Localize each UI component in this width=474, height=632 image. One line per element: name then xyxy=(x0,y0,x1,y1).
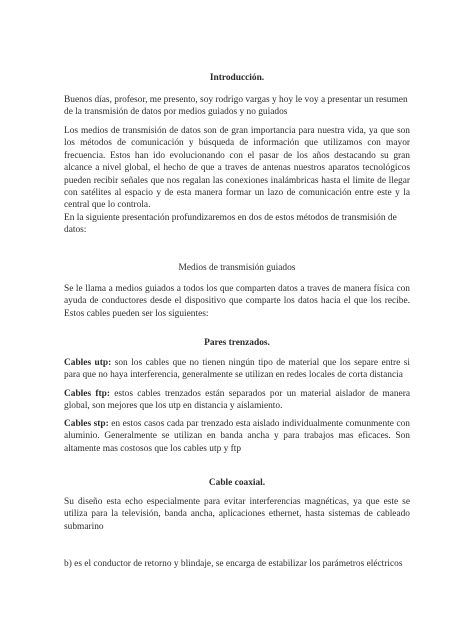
coax-heading: Cable coaxial. xyxy=(208,478,266,488)
intro-heading: Introducción. xyxy=(209,73,265,83)
stp-text: en estos casos cada par trenzado esta aislado individualmente comunmente con aluminio. Generalmente se utilizan en banda ancha y para trabajos mas eficaces. Son altamente mas costosos que los cables utp y ftp xyxy=(64,419,410,454)
guided-body: Se le llama a medios guiados a todos los que comparten datos a traves de manera física con ayuda de conductores desde el dispositivo que comparte los datos hacia el que los recibe. Estos cables pueden ser los siguientes: xyxy=(64,284,410,319)
intro-body: Los medios de transmisión de datos son de gran importancia para nuestra vida, ya que son los métodos de comunicación y búsqueda de información que utilizamos con mayor frecuencia. Estos han ido evolucionando con el pasar de los años destacando su gran alcance a nivel global, el hecho de que a traves de antenas nuestros aparatos tecnológicos pueden recibir señales que nos regalan las conexiones inalámbricas hasta el limite de llegar con satélites al espacio y de esta manera formar un lazo de comunicación entre este y la central que lo controla. xyxy=(64,126,410,211)
ftp-paragraph xyxy=(64,388,410,413)
intro-greeting: Buenos días, profesor, me presento, soy rodrigo vargas y hoy le voy a presentar un resumen de la transmisión de datos por medios guiados y no guiados xyxy=(64,95,408,118)
ftp-text: estos cables trenzados están separados por un material aislador de manera global, son mejores que los utp en distancia y aislamiento. xyxy=(64,389,411,412)
stp-paragraph xyxy=(64,418,410,455)
coax-note: b) es el conductor de retorno y blindaje, se encarga de estabilizar los parámetros eléctricos xyxy=(64,559,403,569)
utp-paragraph xyxy=(64,357,410,382)
utp-text: son los cables que no tienen ningún tipo de material que los separe entre si para que no haya interferencia, generalmente se utilizan en redes locales de corta distancia xyxy=(64,358,410,381)
guided-heading: Medios de transmisión guiados xyxy=(178,263,296,273)
coax-body: Su diseño esta echo especialmente para evitar interferencias magnéticas, ya que este se utiliza para la televisión, banda ancha, aplicaciones ethernet, hasta sistemas de cableado submarino xyxy=(64,497,410,532)
ftp-term: Cables ftp: xyxy=(64,389,110,399)
stp-term: Cables stp: xyxy=(64,419,109,429)
intro-plan: En la siguiente presentación profundizaremos en dos de estos métodos de transmisión de datos: xyxy=(64,213,397,236)
utp-term: Cables utp: xyxy=(64,358,112,368)
pairs-heading: Pares trenzados. xyxy=(204,338,270,348)
